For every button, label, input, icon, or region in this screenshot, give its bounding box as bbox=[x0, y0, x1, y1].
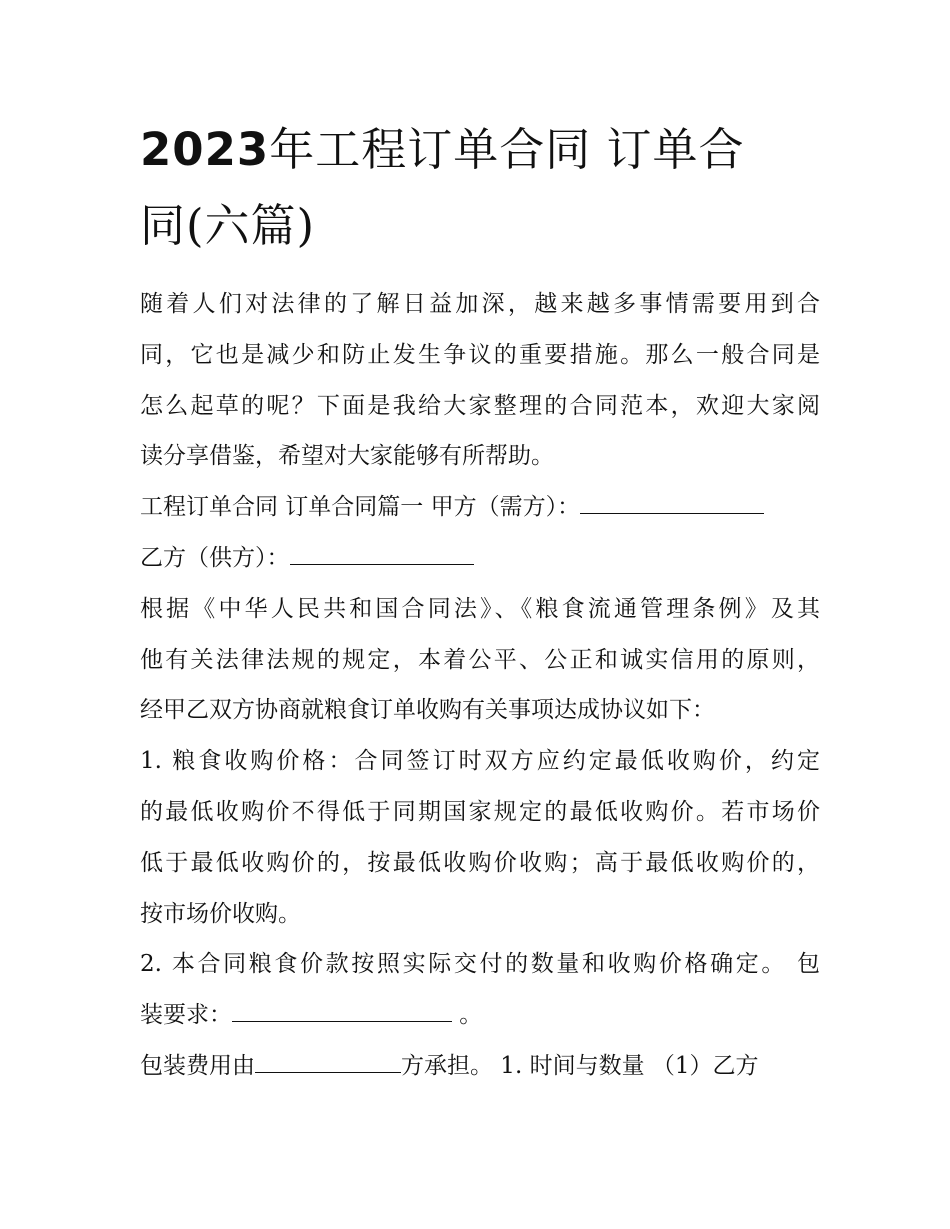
basis-line-1: 根据《中华人民共和国合同法》、《粮食流通管理条例》及其 bbox=[140, 595, 820, 622]
party-b-line bbox=[140, 533, 820, 584]
clause1-line-1: 1. 粮食收购价格：合同签订时双方应约定最低收购价，约定 bbox=[140, 748, 820, 775]
document-title bbox=[140, 112, 820, 264]
party-b-blank[interactable] bbox=[290, 544, 474, 565]
party-a-label: 工程订单合同 订单合同篇一 甲方（需方）： bbox=[140, 494, 581, 521]
packaging-cost-line bbox=[140, 1041, 820, 1092]
clause2-line-1: 2. 本合同粮食价款按照实际交付的数量和收购价格确定。 包 bbox=[140, 951, 820, 978]
packaging-cost-rest: 方承担。 1. 时间与数量 （1）乙方 bbox=[401, 1052, 759, 1079]
title-year: 2023 bbox=[140, 123, 270, 176]
basis-line-3: 经甲乙双方协商就粮食订单收购有关事项达成协议如下： bbox=[140, 697, 715, 724]
intro-line-2: 同，它也是减少和防止发生争议的重要措施。那么一般合同是 bbox=[140, 341, 820, 368]
packaging-blank[interactable] bbox=[232, 1001, 452, 1022]
party-b-label: 乙方（供方）： bbox=[140, 544, 290, 571]
intro-line-4: 读分享借鉴，希望对大家能够有所帮助。 bbox=[140, 443, 554, 470]
packaging-cost-label: 包装费用由 bbox=[140, 1052, 255, 1079]
document-body bbox=[140, 279, 820, 1092]
clause1-line-3: 低于最低收购价的，按最低收购价收购；高于最低收购价的， bbox=[140, 849, 820, 876]
clause1-line-4: 按市场价收购。 bbox=[140, 900, 301, 927]
party-a-line bbox=[140, 482, 820, 533]
title-line1-text: 年工程订单合同 订单合 bbox=[269, 123, 745, 176]
clause1-line-2: 的最低收购价不得低于同期国家规定的最低收购价。若市场价 bbox=[140, 798, 820, 825]
packaging-end: 。 bbox=[452, 1002, 483, 1029]
basis-line-2: 他有关法律法规的规定，本着公平、公正和诚实信用的原则， bbox=[140, 646, 820, 673]
packaging-cost-blank[interactable] bbox=[255, 1052, 401, 1073]
intro-line-1: 随着人们对法律的了解日益加深，越来越多事情需要用到合 bbox=[140, 291, 820, 317]
packaging-label: 装要求： bbox=[140, 1002, 232, 1029]
title-line2: 同(六篇) bbox=[140, 199, 316, 252]
packaging-line bbox=[140, 990, 820, 1041]
intro-line-3: 怎么起草的呢？下面是我给大家整理的合同范本，欢迎大家阅 bbox=[140, 392, 820, 419]
party-a-blank[interactable] bbox=[580, 493, 764, 514]
